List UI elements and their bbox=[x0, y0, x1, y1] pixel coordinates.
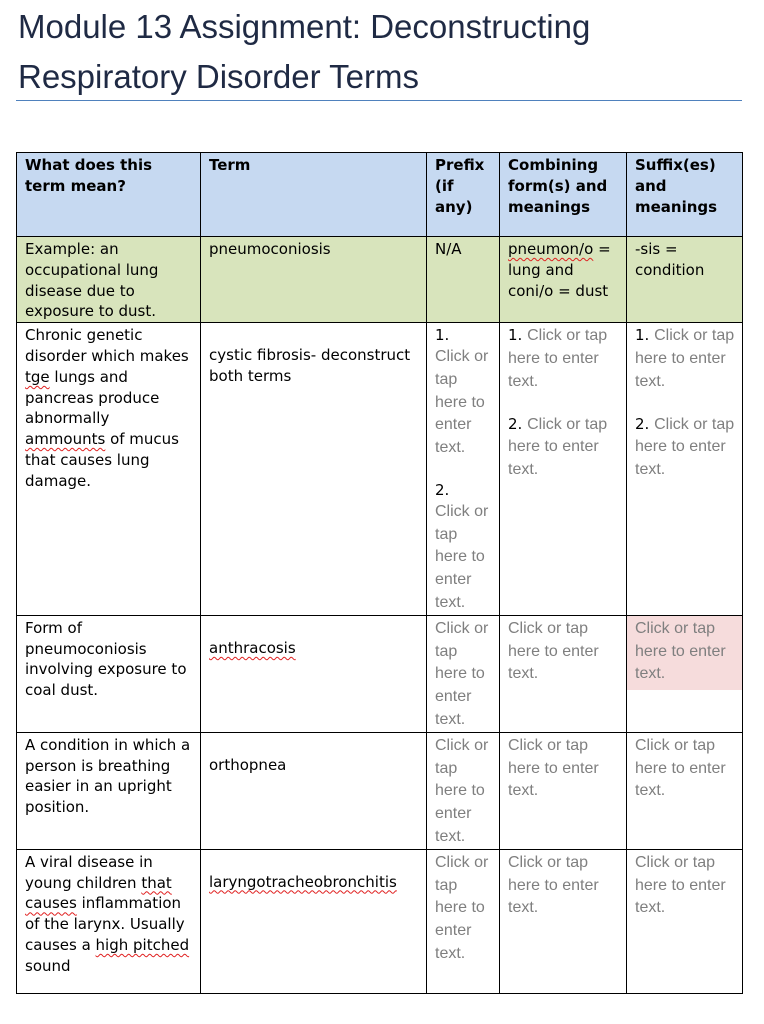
row4-meaning-a: A viral disease in young children bbox=[25, 852, 153, 892]
combining-placeholder[interactable]: Click or tap here to enter text. bbox=[508, 619, 599, 683]
combining-2-placeholder[interactable]: Click or tap here to enter text. bbox=[508, 415, 608, 479]
row2-suffix bbox=[627, 615, 743, 732]
table-row bbox=[17, 615, 743, 732]
example-prefix: N/A bbox=[427, 237, 500, 323]
header-suffix: Suffix(es) and meanings bbox=[627, 153, 743, 237]
example-term: pneumoconiosis bbox=[201, 237, 427, 323]
row4-meaning-c: sound bbox=[25, 956, 71, 975]
row2-meaning: Form of pneumoconiosis involving exposure to coal dust. bbox=[17, 615, 201, 732]
row1-suffix bbox=[627, 323, 743, 616]
prefix-placeholder[interactable]: Click or tap here to enter text. bbox=[435, 736, 489, 845]
suffix-1-placeholder[interactable]: Click or tap here to enter text. bbox=[635, 327, 735, 390]
suffix-placeholder-selected[interactable]: Click or tap here to enter text. bbox=[627, 616, 742, 690]
example-suffix: -sis = condition bbox=[627, 237, 743, 323]
suffix-placeholder[interactable]: Click or tap here to enter text. bbox=[635, 853, 726, 917]
combining-placeholder[interactable]: Click or tap here to enter text. bbox=[508, 736, 599, 800]
row3-term-text: orthopnea bbox=[209, 755, 287, 774]
prefix-1-placeholder[interactable]: Click or tap here to enter text. bbox=[435, 347, 489, 457]
row4-prefix bbox=[427, 849, 500, 993]
row1-prefix bbox=[427, 323, 500, 616]
row1-combining-num2: 2. bbox=[508, 414, 523, 433]
terms-table bbox=[16, 152, 743, 994]
example-combining bbox=[500, 237, 627, 323]
row4-combining bbox=[500, 849, 627, 993]
table-row bbox=[17, 323, 743, 616]
row1-prefix-num1: 1. bbox=[435, 326, 450, 345]
header-combining: Combining form(s) and meanings bbox=[500, 153, 627, 237]
title-divider bbox=[16, 100, 742, 101]
header-meaning: What does this term mean? bbox=[17, 153, 201, 237]
table-row bbox=[17, 732, 743, 849]
row1-term bbox=[201, 323, 427, 616]
row2-prefix bbox=[427, 615, 500, 732]
prefix-2-placeholder[interactable]: Click or tap here to enter text. bbox=[435, 502, 489, 611]
example-row bbox=[17, 237, 743, 323]
example-meaning: Example: an occupational lung disease due to exposure to dust. bbox=[17, 237, 201, 323]
row3-meaning: A condition in which a person is breathing easier in an upright position. bbox=[17, 732, 201, 849]
row1-combining-num1: 1. bbox=[508, 326, 523, 345]
row1-meaning-c: of mucus that causes lung damage. bbox=[25, 430, 179, 490]
row1-term-text: cystic fibrosis- deconstruct both terms bbox=[209, 346, 411, 385]
row3-term bbox=[201, 732, 427, 849]
page-title: Module 13 Assignment: Deconstructing Respiratory Disorder Terms bbox=[18, 8, 591, 95]
header-prefix: Prefix (if any) bbox=[427, 153, 500, 237]
row2-combining bbox=[500, 615, 627, 732]
row4-suffix bbox=[627, 849, 743, 993]
row2-term bbox=[201, 615, 427, 732]
suffix-2-placeholder[interactable]: Click or tap here to enter text. bbox=[635, 415, 735, 479]
combining-1-placeholder[interactable]: Click or tap here to enter text. bbox=[508, 327, 608, 390]
row4-meaning bbox=[17, 849, 201, 993]
row1-combining bbox=[500, 323, 627, 616]
row1-meaning-typo: ammounts bbox=[25, 430, 106, 449]
row3-combining bbox=[500, 732, 627, 849]
row1-meaning-typo: tge bbox=[25, 367, 50, 386]
row1-suffix-num2: 2. bbox=[635, 414, 650, 433]
prefix-placeholder[interactable]: Click or tap here to enter text. bbox=[435, 853, 489, 962]
row3-prefix bbox=[427, 732, 500, 849]
row4-term bbox=[201, 849, 427, 993]
row1-meaning-a: Chronic genetic disorder which makes bbox=[25, 326, 189, 365]
prefix-placeholder[interactable]: Click or tap here to enter text. bbox=[435, 619, 489, 728]
row4-term-text: laryngotracheobronchitis bbox=[209, 872, 397, 891]
row1-prefix-num2: 2. bbox=[435, 480, 450, 499]
example-combining-word: pneumon/o bbox=[508, 240, 594, 258]
header-row bbox=[17, 153, 743, 237]
header-term: Term bbox=[201, 153, 427, 237]
combining-placeholder[interactable]: Click or tap here to enter text. bbox=[508, 853, 599, 917]
table-row bbox=[17, 849, 743, 993]
row1-meaning bbox=[17, 323, 201, 616]
row3-suffix bbox=[627, 732, 743, 849]
suffix-placeholder[interactable]: Click or tap here to enter text. bbox=[635, 736, 726, 800]
row2-term-text: anthracosis bbox=[209, 638, 296, 657]
example-combining-rest: = lung and coni/o = dust bbox=[508, 240, 611, 300]
row4-meaning-squiggle: that causes bbox=[25, 873, 172, 913]
row1-suffix-num1: 1. bbox=[635, 326, 650, 345]
row4-meaning-b: inflammation of the larynx. Usually causes a bbox=[25, 894, 185, 954]
row4-meaning-squiggle: high pitched bbox=[95, 935, 190, 954]
row1-meaning-b: lungs and pancreas produce abnormally bbox=[25, 367, 160, 428]
